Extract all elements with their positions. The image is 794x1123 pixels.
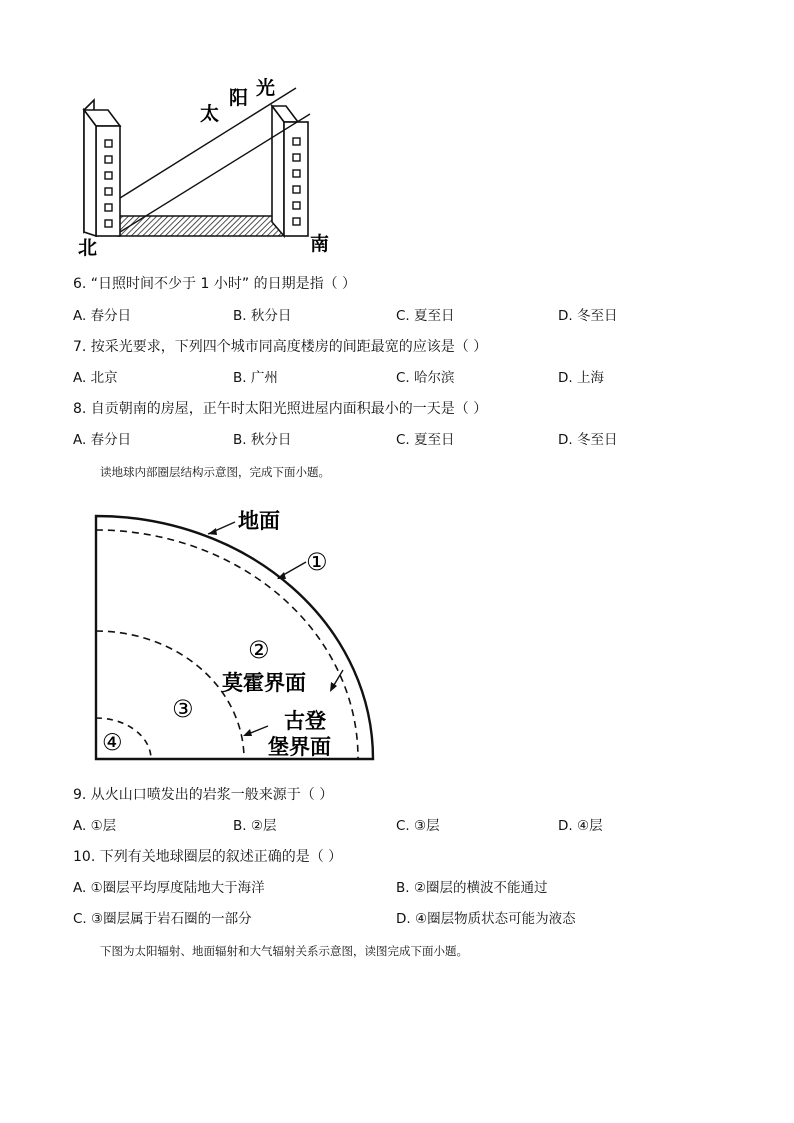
- gutenberg-label-1: 古登: [284, 709, 326, 733]
- option-b[interactable]: B. 广州: [233, 370, 278, 386]
- layer-4-label: ④: [102, 730, 123, 756]
- option-c[interactable]: C. ③层: [396, 818, 440, 834]
- building-sunlight-diagram: [74, 72, 344, 262]
- options-q6: [73, 307, 753, 325]
- option-b[interactable]: B. ②圈层的横波不能通过: [396, 880, 548, 896]
- option-c[interactable]: C. 哈尔滨: [396, 370, 455, 386]
- options-q9: [73, 817, 753, 835]
- option-a[interactable]: A. 北京: [73, 370, 118, 386]
- option-d[interactable]: D. ④圈层物质状态可能为液态: [396, 911, 576, 927]
- south-building: [272, 106, 308, 236]
- north-building: [84, 100, 120, 236]
- option-a[interactable]: A. ①层: [73, 818, 117, 834]
- options-q8: [73, 431, 753, 449]
- surface-arc: [96, 516, 373, 759]
- sun-label-1: 太: [200, 103, 220, 125]
- question-10: 10. 下列有关地球圈层的叙述正确的是（ ）: [73, 849, 343, 865]
- layer-3-label: ③: [172, 695, 194, 723]
- option-a[interactable]: A. 春分日: [73, 432, 132, 448]
- options-q10-row2: [73, 910, 753, 928]
- option-a[interactable]: A. 春分日: [73, 308, 132, 324]
- option-a[interactable]: A. ①圈层平均厚度陆地大于海洋: [73, 880, 265, 896]
- option-d[interactable]: D. 冬至日: [558, 432, 618, 448]
- options-q10-row1: [73, 879, 753, 897]
- layer-1-label: ①: [306, 548, 328, 576]
- option-c[interactable]: C. 夏至日: [396, 308, 455, 324]
- sun-label-2: 阳: [229, 87, 249, 109]
- earth-layers-diagram: [88, 500, 388, 768]
- south-label: 南: [310, 233, 330, 255]
- layer-2-label: ②: [248, 636, 270, 664]
- question-8: 8. 自贡朝南的房屋，正午时太阳光照进屋内面积最小的一天是（ ）: [73, 401, 488, 417]
- option-b[interactable]: B. 秋分日: [233, 432, 292, 448]
- options-q7: [73, 369, 753, 387]
- question-7: 7. 按采光要求，下列四个城市同高度楼房的间距最宽的应该是（ ）: [73, 339, 488, 355]
- gutenberg-label-2: 堡界面: [268, 735, 331, 759]
- option-d[interactable]: D. 上海: [558, 370, 604, 386]
- moho-label: 莫霍界面: [222, 671, 306, 695]
- option-c[interactable]: C. ③圈层属于岩石圈的一部分: [73, 911, 252, 927]
- intro-radiation: 下图为太阳辐射、地面辐射和大气辐射关系示意图，读图完成下面小题。: [100, 944, 468, 958]
- surface-label: 地面: [238, 509, 280, 533]
- option-c[interactable]: C. 夏至日: [396, 432, 455, 448]
- option-d[interactable]: D. ④层: [558, 818, 603, 834]
- question-6: 6. “日照时间不少于 1 小时” 的日期是指（ ）: [73, 276, 357, 292]
- question-9: 9. 从火山口喷发出的岩浆一般来源于（ ）: [73, 787, 334, 803]
- north-label: 北: [78, 237, 98, 259]
- option-b[interactable]: B. ②层: [233, 818, 277, 834]
- intro-earth-structure: 读地球内部圈层结构示意图，完成下面小题。: [100, 465, 330, 479]
- sun-label-3: 光: [256, 77, 276, 99]
- option-d[interactable]: D. 冬至日: [558, 308, 618, 324]
- option-b[interactable]: B. 秋分日: [233, 308, 292, 324]
